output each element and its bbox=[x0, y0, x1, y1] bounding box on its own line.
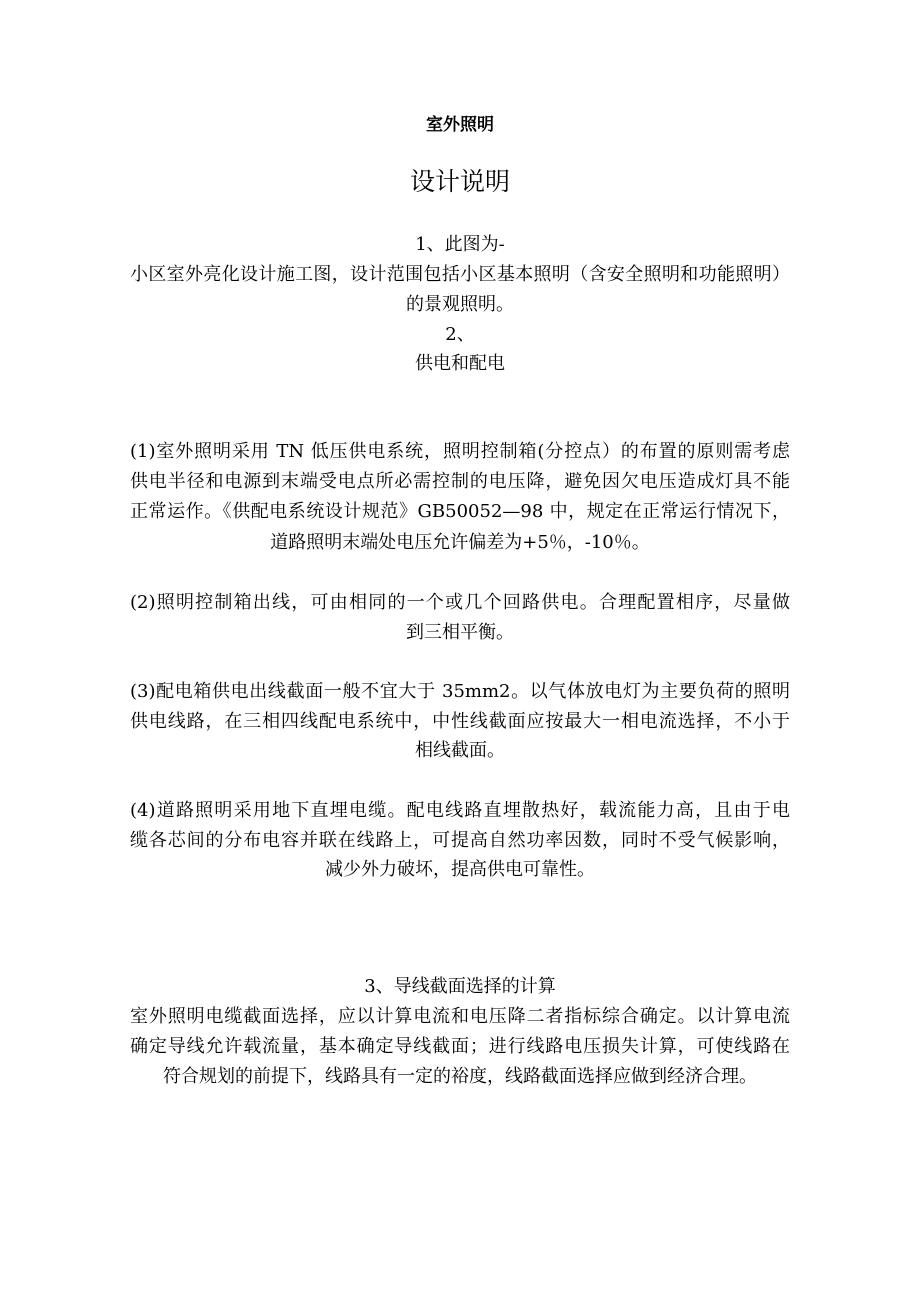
para1-line3: 正常运作。《供配电系统设计规范》GB50052—98 中，规定在正常运行情况下， bbox=[130, 501, 790, 522]
section2-title: 供电和配电 bbox=[415, 353, 505, 374]
section3-line3: 符合规划的前提下，线路具有一定的裕度，线路截面选择应做到经济合理。 bbox=[163, 1066, 757, 1087]
para3-line1: (3)配电箱供电出线截面一般不宜大于 35mm2。以气体放电灯为主要负荷的照明 bbox=[130, 681, 790, 702]
para1-line2: 供电半径和电源到末端受电点所必需控制的电压降，避免因欠电压造成灯具不能 bbox=[130, 471, 790, 492]
section2-number: 2、 bbox=[445, 324, 475, 345]
para1-line4: 道路照明末端处电压允许偏差为+5％，-10％。 bbox=[270, 532, 650, 553]
para3-line3: 相线截面。 bbox=[415, 740, 505, 761]
para3-line2: 供电线路，在三相四线配电系统中，中性线截面应按最大一相电流选择，不小于 bbox=[130, 711, 790, 732]
section3-line1: 室外照明电缆截面选择，应以计算电流和电压降二者指标综合确定。以计算电流 bbox=[130, 1006, 790, 1027]
para2-line2: 到三相平衡。 bbox=[406, 622, 514, 643]
section1-line3: 的景观照明。 bbox=[406, 294, 514, 315]
section1-line2: 小区室外亮化设计施工图，设计范围包括小区基本照明（含安全照明和功能照明） bbox=[130, 264, 790, 285]
section1-line1: 1、此图为- bbox=[415, 234, 505, 255]
para4-line3: 减少外力破坏，提高供电可靠性。 bbox=[325, 859, 595, 880]
main-title: 设计说明 bbox=[409, 167, 510, 196]
top-title: 室外照明 bbox=[426, 115, 494, 135]
section3-line2: 确定导线允许载流量，基本确定导线截面；进行线路电压损失计算，可使线路在 bbox=[130, 1036, 790, 1057]
section3-title: 3、导线截面选择的计算 bbox=[364, 976, 556, 997]
para4-line2: 缆各芯间的分布电容并联在线路上，可提高自然功率因数，同时不受气候影响， bbox=[130, 830, 790, 851]
para1-line1: (1)室外照明采用 TN 低压供电系统，照明控制箱(分控点）的布置的原则需考虑 bbox=[130, 441, 790, 462]
para2-line1: (2)照明控制箱出线，可由相同的一个或几个回路供电。合理配置相序，尽量做 bbox=[130, 592, 790, 613]
para4-line1: (4)道路照明采用地下直埋电缆。配电线路直埋散热好，载流能力高，且由于电 bbox=[130, 800, 790, 821]
